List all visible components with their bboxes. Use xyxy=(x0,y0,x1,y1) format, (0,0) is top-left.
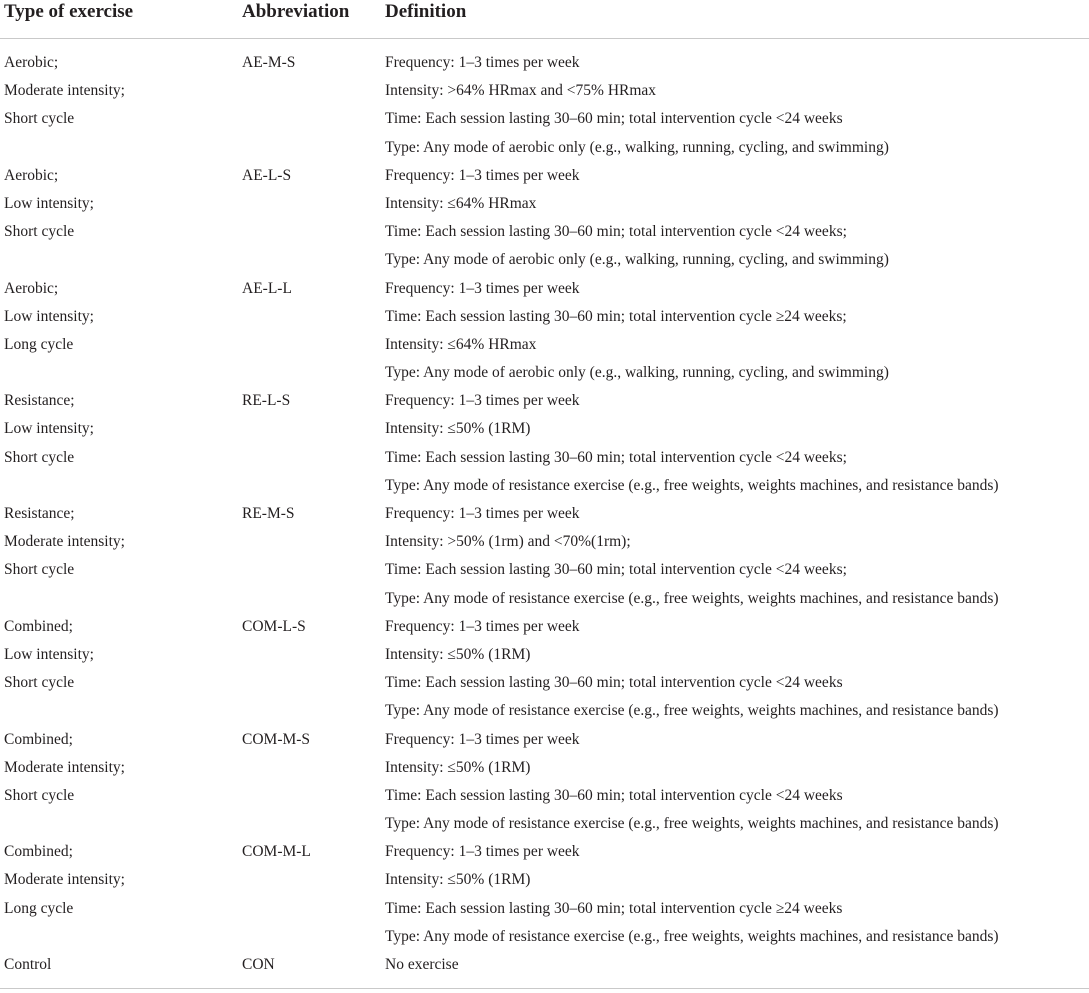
abbreviation-cell: COM-M-L xyxy=(242,843,311,861)
type-of-exercise-cell: Moderate intensity; xyxy=(4,533,125,551)
table-row-line xyxy=(0,387,1089,415)
type-of-exercise-cell: Combined; xyxy=(4,843,73,861)
table-row xyxy=(0,162,1089,275)
table-row-line xyxy=(0,895,1089,923)
table-row-line xyxy=(0,500,1089,528)
definition-cell: Intensity: ≤50% (1RM) xyxy=(385,871,531,889)
definition-cell: Time: Each session lasting 30–60 min; total intervention cycle <24 weeks xyxy=(385,674,843,692)
table-row-line xyxy=(0,641,1089,669)
type-of-exercise-cell: Moderate intensity; xyxy=(4,82,125,100)
abbreviation-cell: COM-M-S xyxy=(242,730,311,748)
definition-cell: Time: Each session lasting 30–60 min; total intervention cycle <24 weeks xyxy=(385,786,843,804)
definition-cell: Type: Any mode of resistance exercise (e.g., free weights, weights machines, and resistance bands) xyxy=(385,589,999,607)
table-row-line xyxy=(0,246,1089,274)
abbreviation-cell: COM-L-S xyxy=(242,617,306,635)
table-row xyxy=(0,838,1089,951)
definition-cell: Type: Any mode of aerobic only (e.g., walking, running, cycling, and swimming) xyxy=(385,364,889,382)
header-abbreviation: Abbreviation xyxy=(242,1,350,22)
type-of-exercise-cell: Moderate intensity; xyxy=(4,758,125,776)
table-row-line xyxy=(0,782,1089,810)
table-row xyxy=(0,726,1089,839)
abbreviation-cell: AE-L-S xyxy=(242,166,292,184)
type-of-exercise-cell: Low intensity; xyxy=(4,645,94,663)
definition-cell: Frequency: 1–3 times per week xyxy=(385,730,580,748)
header-type-of-exercise: Type of exercise xyxy=(4,1,134,22)
type-of-exercise-cell: Long cycle xyxy=(4,899,74,917)
definition-cell: Intensity: ≤64% HRmax xyxy=(385,335,537,353)
table-row-line xyxy=(0,669,1089,697)
type-of-exercise-cell: Aerobic; xyxy=(4,54,59,71)
table-row xyxy=(0,500,1089,613)
type-of-exercise-cell: Moderate intensity; xyxy=(4,871,125,889)
definition-cell: Frequency: 1–3 times per week xyxy=(385,54,580,71)
definition-cell: Time: Each session lasting 30–60 min; total intervention cycle ≥24 weeks; xyxy=(385,307,847,325)
table-row-line xyxy=(0,726,1089,754)
table-row-line xyxy=(0,134,1089,162)
table-body xyxy=(0,39,1089,979)
type-of-exercise-cell: Short cycle xyxy=(4,786,75,804)
type-of-exercise-cell: Low intensity; xyxy=(4,194,94,212)
type-of-exercise-cell: Aerobic; xyxy=(4,166,59,184)
definition-cell: Frequency: 1–3 times per week xyxy=(385,166,580,184)
definition-cell: Intensity: >64% HRmax and <75% HRmax xyxy=(385,82,657,100)
definition-cell: Intensity: ≤64% HRmax xyxy=(385,194,537,212)
abbreviation-cell: AE-L-L xyxy=(242,279,292,297)
table-header-row xyxy=(0,0,1089,39)
table-bottom-rule xyxy=(0,988,1089,989)
table-row-line xyxy=(0,162,1089,190)
definition-cell: Type: Any mode of aerobic only (e.g., walking, running, cycling, and swimming) xyxy=(385,138,889,156)
definition-cell: No exercise xyxy=(385,956,459,973)
abbreviation-cell: RE-L-S xyxy=(242,392,291,410)
definition-cell: Frequency: 1–3 times per week xyxy=(385,505,580,522)
table-row-line xyxy=(0,77,1089,105)
definition-cell: Time: Each session lasting 30–60 min; total intervention cycle <24 weeks; xyxy=(385,223,847,241)
definition-cell: Intensity: ≤50% (1RM) xyxy=(385,645,531,663)
table-row-line xyxy=(0,613,1089,641)
table-row xyxy=(0,951,1089,979)
table-row-line xyxy=(0,444,1089,472)
table-row xyxy=(0,49,1089,162)
definition-cell: Time: Each session lasting 30–60 min; total intervention cycle <24 weeks; xyxy=(385,561,847,579)
table-row-line xyxy=(0,49,1089,77)
type-of-exercise-cell: Short cycle xyxy=(4,110,75,128)
table-row-line xyxy=(0,105,1089,133)
definition-cell: Time: Each session lasting 30–60 min; total intervention cycle <24 weeks xyxy=(385,110,843,128)
type-of-exercise-cell: Combined; xyxy=(4,617,73,635)
table-row-line xyxy=(0,866,1089,894)
definition-cell: Type: Any mode of resistance exercise (e.g., free weights, weights machines, and resistance bands) xyxy=(385,815,999,833)
table-row-line xyxy=(0,415,1089,443)
table-row-line xyxy=(0,697,1089,725)
definition-cell: Time: Each session lasting 30–60 min; total intervention cycle ≥24 weeks xyxy=(385,899,843,917)
type-of-exercise-cell: Low intensity; xyxy=(4,420,94,438)
table-row-line xyxy=(0,838,1089,866)
definition-cell: Frequency: 1–3 times per week xyxy=(385,843,580,861)
type-of-exercise-cell: Low intensity; xyxy=(4,307,94,325)
type-of-exercise-cell: Long cycle xyxy=(4,335,74,353)
table-row-line xyxy=(0,585,1089,613)
table-row xyxy=(0,387,1089,500)
table-row-line xyxy=(0,331,1089,359)
table-row-line xyxy=(0,275,1089,303)
definition-cell: Time: Each session lasting 30–60 min; total intervention cycle <24 weeks; xyxy=(385,448,847,466)
type-of-exercise-cell: Short cycle xyxy=(4,561,75,579)
definition-cell: Intensity: >50% (1rm) and <70%(1rm); xyxy=(385,533,631,551)
definition-cell: Intensity: ≤50% (1RM) xyxy=(385,758,531,776)
table-row-line xyxy=(0,951,1089,979)
table-row-line xyxy=(0,528,1089,556)
type-of-exercise-cell: Aerobic; xyxy=(4,279,59,297)
definition-cell: Type: Any mode of aerobic only (e.g., walking, running, cycling, and swimming) xyxy=(385,251,889,269)
type-of-exercise-cell: Combined; xyxy=(4,730,73,748)
table-row-line xyxy=(0,556,1089,584)
abbreviation-cell: CON xyxy=(242,956,275,973)
header-definition: Definition xyxy=(385,1,467,22)
table-row-line xyxy=(0,303,1089,331)
type-of-exercise-cell: Short cycle xyxy=(4,223,75,241)
type-of-exercise-cell: Short cycle xyxy=(4,448,75,466)
definition-cell: Type: Any mode of resistance exercise (e.g., free weights, weights machines, and resistance bands) xyxy=(385,927,999,945)
table-row-line xyxy=(0,218,1089,246)
type-of-exercise-cell: Resistance; xyxy=(4,505,75,522)
abbreviation-cell: AE-M-S xyxy=(242,54,296,71)
definition-cell: Type: Any mode of resistance exercise (e.g., free weights, weights machines, and resistance bands) xyxy=(385,702,999,720)
table-row xyxy=(0,613,1089,726)
definition-cell: Frequency: 1–3 times per week xyxy=(385,392,580,410)
type-of-exercise-cell: Resistance; xyxy=(4,392,75,410)
type-of-exercise-cell: Control xyxy=(4,956,52,973)
definition-cell: Frequency: 1–3 times per week xyxy=(385,617,580,635)
table-row-line xyxy=(0,472,1089,500)
table-row xyxy=(0,275,1089,388)
table-row-line xyxy=(0,754,1089,782)
table-row-line xyxy=(0,810,1089,838)
type-of-exercise-cell: Short cycle xyxy=(4,674,75,692)
table-row-line xyxy=(0,923,1089,951)
definition-cell: Type: Any mode of resistance exercise (e.g., free weights, weights machines, and resistance bands) xyxy=(385,476,999,494)
table-row-line xyxy=(0,190,1089,218)
definition-cell: Frequency: 1–3 times per week xyxy=(385,279,580,297)
table-row-line xyxy=(0,359,1089,387)
definition-cell: Intensity: ≤50% (1RM) xyxy=(385,420,531,438)
abbreviation-cell: RE-M-S xyxy=(242,505,295,522)
